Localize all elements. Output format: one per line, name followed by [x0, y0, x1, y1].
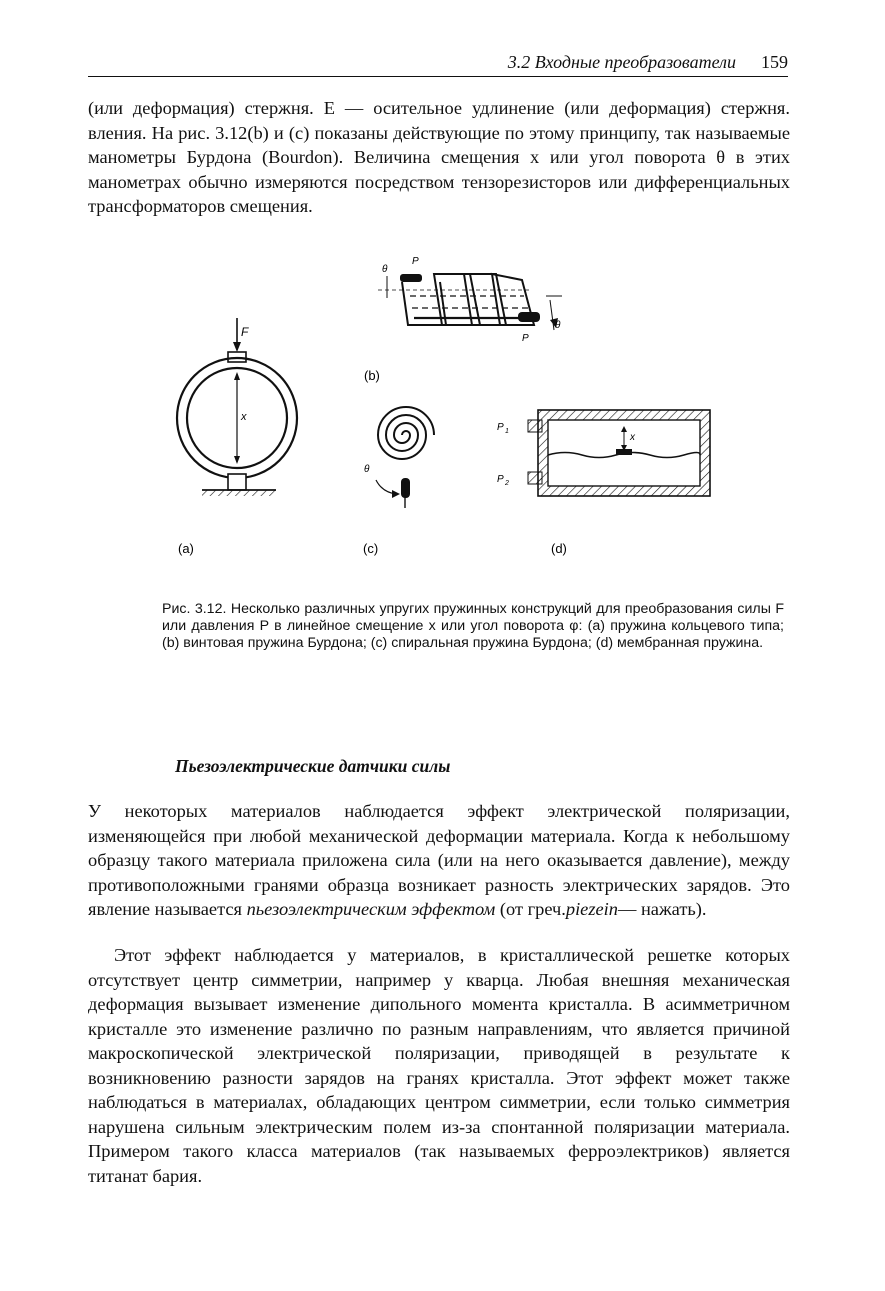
svg-text:2: 2	[505, 480, 509, 487]
helical-spring-diagram	[364, 256, 562, 383]
force-label: F	[241, 325, 249, 339]
svg-text:P: P	[522, 333, 529, 344]
svg-text:x: x	[630, 432, 635, 443]
page-number: 159	[761, 52, 788, 72]
spiral-spring-diagram	[363, 407, 434, 556]
figure-caption: Рис. 3.12. Несколько различных упругих пружинных конструкций для преобразования силы F или давления P в линейное смещение x или угол поворота φ: (а) пружина кольцевого типа; (b) винтовая пружина Бурдона; (с) спиральная пружина Бурдона; (d) мембранная пружина.	[162, 601, 784, 652]
running-header-title: 3.2 Входные преобразователи	[507, 52, 736, 72]
svg-text:1: 1	[505, 428, 509, 435]
svg-text:θ: θ	[364, 464, 370, 475]
figure-3-12	[150, 250, 750, 570]
membrane-spring-diagram	[497, 410, 710, 556]
panel-label-b: (b)	[364, 368, 380, 383]
term-piezoelectric-effect: пьезоэлектрическим эффектом	[246, 899, 496, 919]
svg-text:θ: θ	[555, 320, 561, 331]
body-paragraph-2: Этот эффект наблюдается у материалов, в кристаллической решетке которых отсутствует центр симметрии, например у кварца. Любая внешняя механическая деформация вызывает изменение дипольного момента кристалла. В асимметричном кристалле это изменение различно по разным направлениям, что является причиной макроскопической электрической поляризации, приводящей в результате к возникновению разности зарядов на гранях кристалла. Этот эффект может также наблюдаться в материалах, обладающих центром симметрии, если только симметрия нарушена сильным электрическим полем из-за спонтанной поляризации материала. Примером такого класса материалов (так называемых ферроэлектриков) является титанат бария.	[88, 945, 790, 1186]
ring-spring-diagram	[177, 318, 297, 556]
section-heading: Пьезоэлектрические датчики силы	[175, 756, 451, 776]
panel-label-c: (c)	[363, 541, 379, 556]
force-arrowhead	[233, 342, 241, 352]
panel-label-d: (d)	[551, 541, 567, 556]
panel-label-a: (a)	[178, 541, 194, 556]
svg-text:P: P	[497, 474, 504, 485]
svg-text:P: P	[412, 256, 419, 267]
top-paragraph: (или деформация) стержня. E — осительное удлинение (или деформация) стержня. вления. На рис. 3.12(b) и (с) показаны действующие по этому принципу, так называемые манометры Бурдона (Bourdon). Величина смещения x или угол поворота θ в этих манометрах обычно измеряются посредством тензорезисторов или дифференциальных трансформаторов смещения.	[88, 98, 790, 216]
running-header	[88, 50, 788, 77]
ground-hatch	[202, 490, 276, 496]
greek-word: piezein	[565, 899, 618, 919]
displacement-label-a: x	[241, 411, 247, 423]
svg-text:θ: θ	[382, 264, 388, 275]
svg-text:P: P	[497, 422, 504, 433]
body-paragraph-1: У некоторых материалов наблюдается эффект электрической поляризации, изменяющейся при любой механической деформации материала. Когда к небольшому образцу такого материала приложена сила (или на него оказывается давление), между противоположными гранями образца возникает разность электрических зарядов. Это явление называется пьезоэлектрическим эффектом (от греч.piezein— нажать).	[88, 801, 790, 919]
